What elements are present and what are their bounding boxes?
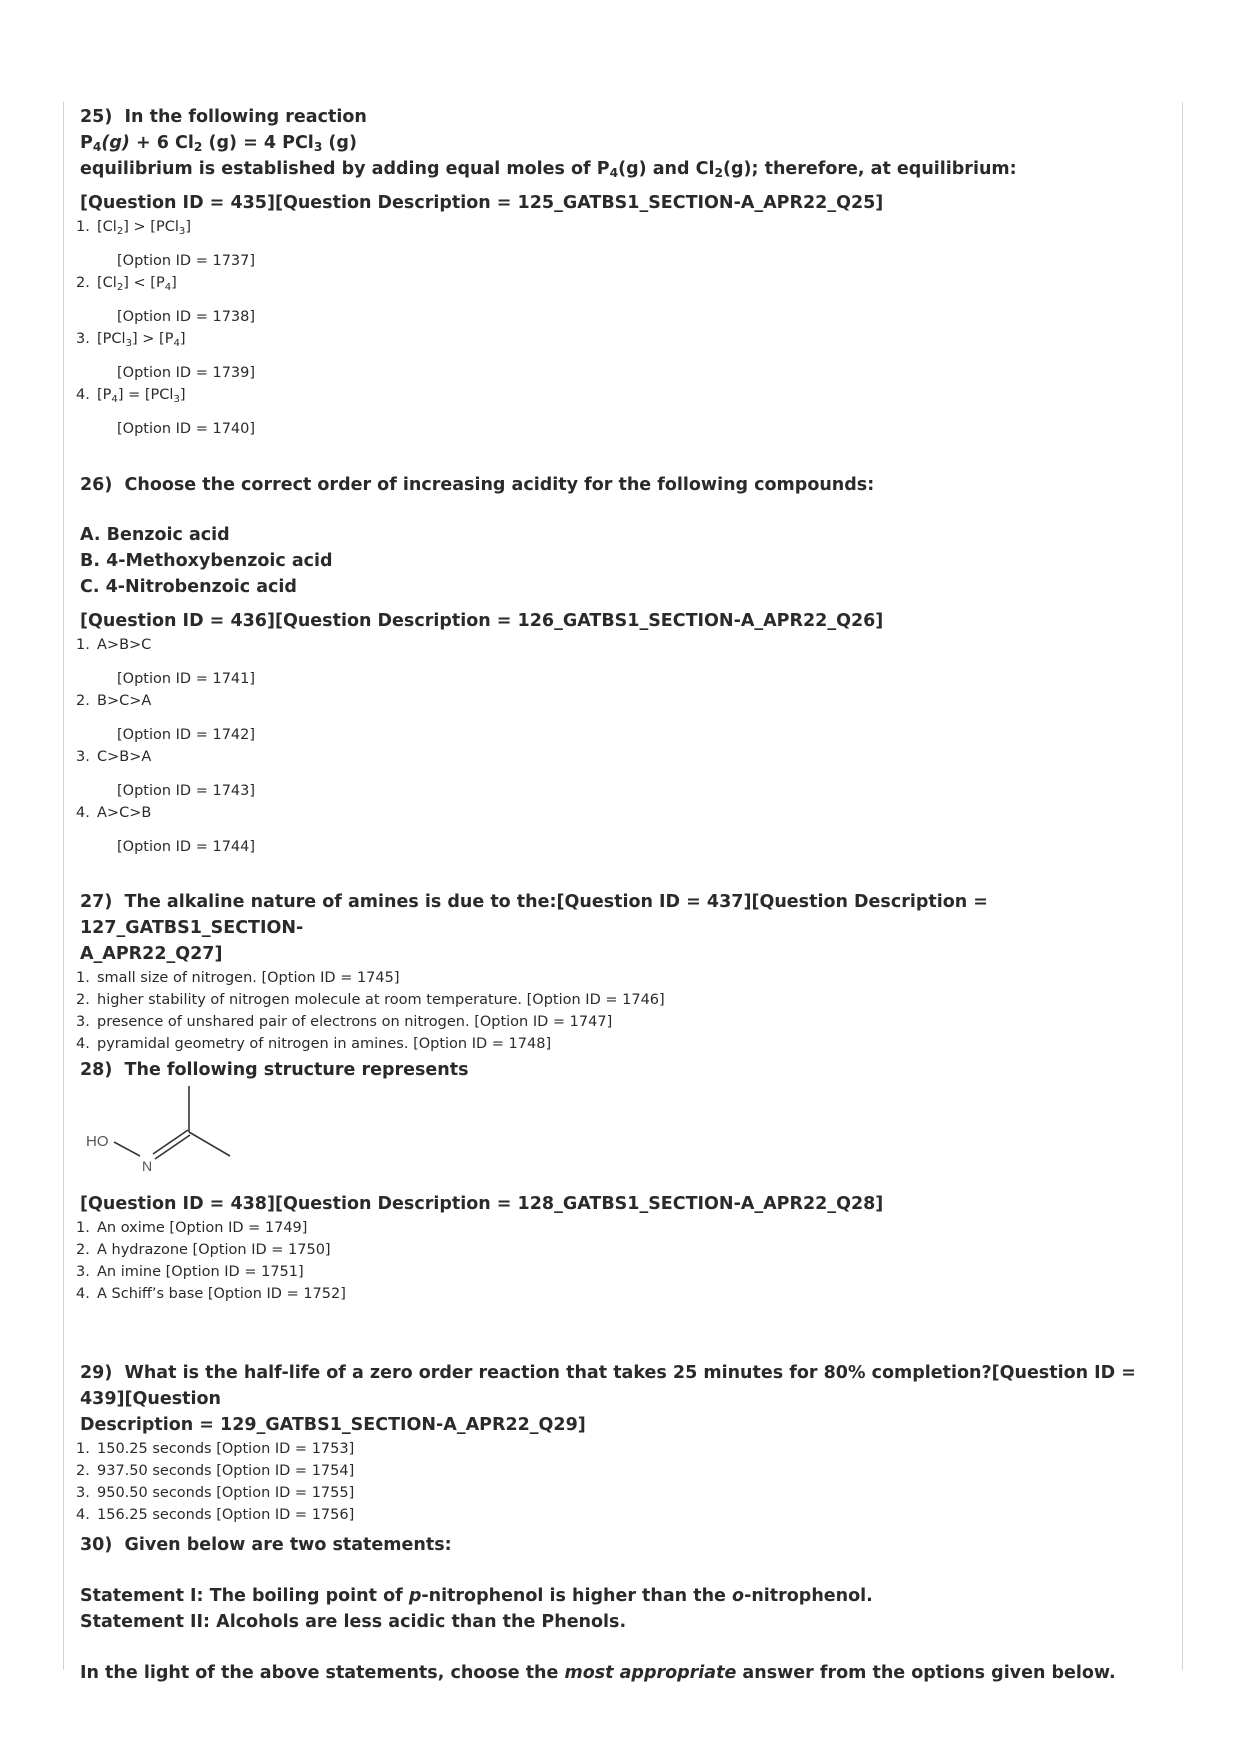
question-28-stem: 28) The following structure represents (80, 1060, 469, 1080)
bond-n-c-2 (155, 1135, 190, 1159)
option-1743[interactable]: 3. C>B>A [Option ID = 1743] (76, 746, 1140, 802)
question-25-meta: [Question ID = 435][Question Description = 125_GATBS1_SECTION-A_APR22_Q25] (80, 193, 884, 213)
option-id: [Option ID = 1741] (117, 671, 256, 687)
question-29-stem-cont: Description = 129_GATBS1_SECTION-A_APR22_Q29] (80, 1415, 586, 1435)
question-25-stem: equilibrium is established by adding equal moles of $P_4(g)$ and $Cl_2(g)$; therefore, at equilibrium: (80, 159, 1017, 180)
question-28 (76, 1057, 1140, 1305)
oxime-structure-image (80, 1083, 240, 1173)
option-1739[interactable]: 3. $[PCl_3] > [P_4]$ [Option ID = 1739] (76, 328, 1140, 384)
question-25-reaction: $P_4(g) + 6$ $Cl_2$ (g) = 4 PCl$_3$ (g) (80, 133, 357, 154)
option-id: [Option ID = 1742] (117, 727, 256, 743)
compound-b: B. 4-Methoxybenzoic acid (80, 551, 333, 571)
option-1749[interactable]: 1. An oxime [Option ID = 1749] (76, 1220, 308, 1236)
option-1748[interactable]: 4. pyramidal geometry of nitrogen in amines. [Option ID = 1748] (76, 1036, 552, 1052)
question-25-options (76, 216, 1140, 440)
option-1741[interactable]: 1. A>B>C [Option ID = 1741] (76, 634, 1140, 690)
option-1738[interactable]: 2. $[Cl_2] < [P_4]$ [Option ID = 1738] (76, 272, 1140, 328)
bond-n-c-1 (153, 1130, 188, 1154)
question-30 (80, 1532, 1140, 1686)
option-1751[interactable]: 3. An imine [Option ID = 1751] (76, 1264, 304, 1280)
bond-c-methyl-right (189, 1132, 230, 1156)
question-29-stem: 29) What is the half-life of a zero order reaction that takes 25 minutes for 80% completion?[Question ID = 439][Question (80, 1363, 1136, 1409)
option-1755[interactable]: 3. 950.50 seconds [Option ID = 1755] (76, 1485, 355, 1501)
question-29 (76, 1360, 1140, 1526)
question-26-options (76, 634, 1140, 858)
question-30-instruction: In the light of the above statements, choose the most appropriate answer from the options given below. (80, 1663, 1116, 1683)
option-id: [Option ID = 1737] (117, 253, 256, 269)
option-1740[interactable]: 4. $[P_4] = [PCl_3]$ [Option ID = 1740] (76, 384, 1140, 440)
option-id: [Option ID = 1740] (117, 421, 256, 437)
option-1747[interactable]: 3. presence of unshared pair of electrons on nitrogen. [Option ID = 1747] (76, 1014, 613, 1030)
option-1754[interactable]: 2. 937.50 seconds [Option ID = 1754] (76, 1463, 355, 1479)
option-1753[interactable]: 1. 150.25 seconds [Option ID = 1753] (76, 1441, 355, 1457)
hydroxyl-label: HO (86, 1133, 109, 1150)
question-27-stem-cont: A_APR22_Q27] (80, 944, 223, 964)
bond-o-n (114, 1142, 140, 1156)
question-27-options (76, 967, 1140, 1055)
page-border-right (1182, 102, 1183, 1670)
statement-1: Statement I: The boiling point of p-nitrophenol is higher than the o-nitrophenol. (80, 1586, 873, 1606)
option-1746[interactable]: 2. higher stability of nitrogen molecule at room temperature. [Option ID = 1746] (76, 992, 665, 1008)
compound-c: C. 4-Nitrobenzoic acid (80, 577, 297, 597)
question-26-stem: 26) Choose the correct order of increasing acidity for the following compounds: (80, 475, 875, 495)
question-27-stem: 27) The alkaline nature of amines is due to the:[Question ID = 437][Question Description = 127_GATBS1_SECTION- (80, 892, 988, 938)
option-id: [Option ID = 1743] (117, 783, 256, 799)
option-id: [Option ID = 1739] (117, 365, 256, 381)
option-1737[interactable]: 1. $[Cl_2] > [PCl_3]$ [Option ID = 1737] (76, 216, 1140, 272)
page-border-left (63, 102, 64, 1670)
option-1752[interactable]: 4. A Schiff’s base [Option ID = 1752] (76, 1286, 346, 1302)
option-1744[interactable]: 4. A>C>B [Option ID = 1744] (76, 802, 1140, 858)
option-id: [Option ID = 1744] (117, 839, 256, 855)
question-30-stem: 30) Given below are two statements: (80, 1535, 452, 1555)
question-28-options (76, 1217, 1140, 1305)
question-28-meta: [Question ID = 438][Question Description = 128_GATBS1_SECTION-A_APR22_Q28] (80, 1194, 884, 1214)
option-1745[interactable]: 1. small size of nitrogen. [Option ID = 1745] (76, 970, 400, 986)
nitrogen-label: N (142, 1158, 153, 1173)
question-29-options (76, 1438, 1140, 1526)
option-1756[interactable]: 4. 156.25 seconds [Option ID = 1756] (76, 1507, 355, 1523)
option-1750[interactable]: 2. A hydrazone [Option ID = 1750] (76, 1242, 331, 1258)
question-26-meta: [Question ID = 436][Question Description = 126_GATBS1_SECTION-A_APR22_Q26] (80, 611, 884, 631)
compound-a: A. Benzoic acid (80, 525, 230, 545)
statement-2: Statement II: Alcohols are less acidic than the Phenols. (80, 1612, 627, 1632)
question-25-intro: 25) In the following reaction (80, 107, 367, 127)
question-26 (76, 472, 1140, 858)
option-1742[interactable]: 2. B>C>A [Option ID = 1742] (76, 690, 1140, 746)
question-27 (76, 889, 1140, 1055)
question-25 (76, 104, 1140, 440)
option-id: [Option ID = 1738] (117, 309, 256, 325)
